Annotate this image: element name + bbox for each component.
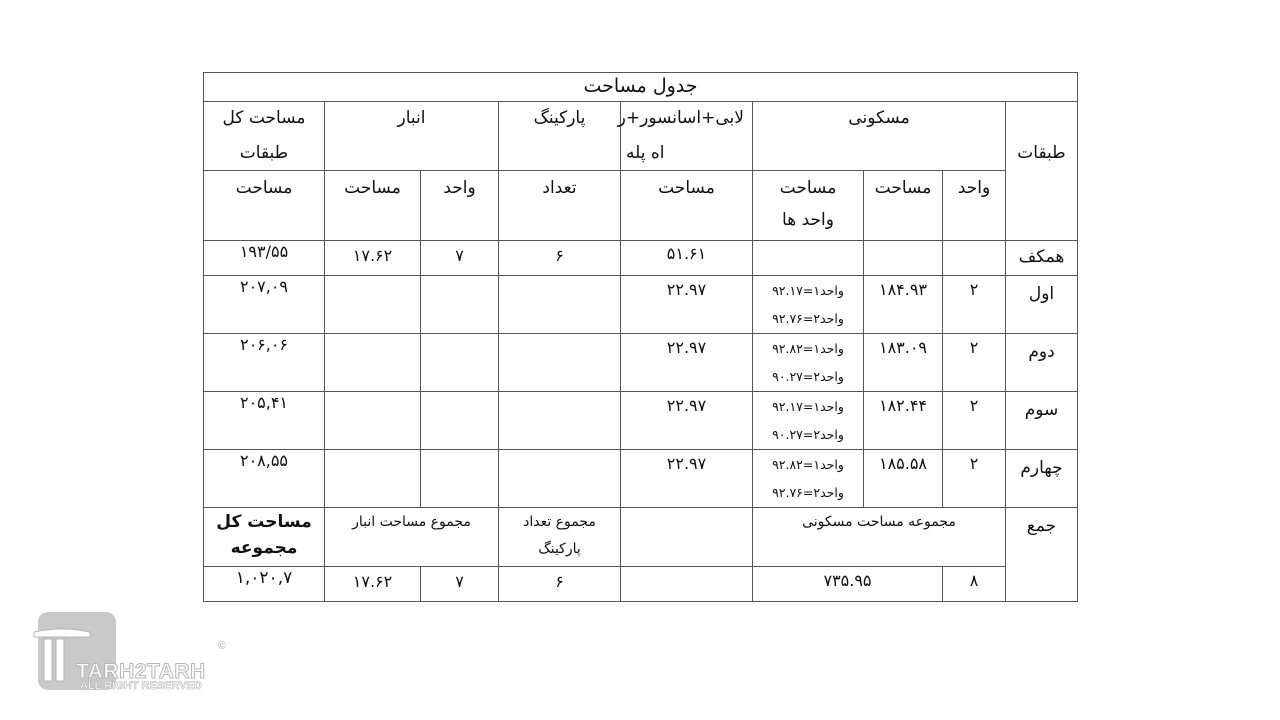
subheader-units-area-line2: واحد ها (782, 210, 834, 230)
row-floor-label: همکف (1018, 247, 1065, 267)
sum-unit-count: ۸ (969, 571, 979, 590)
table-rule (420, 170, 421, 507)
table-rule (203, 449, 1078, 450)
row-unit2-area: واحد۲=۹۲.۷۶ (772, 485, 844, 500)
row-storage-unit: ۷ (455, 246, 464, 265)
row-unit1-area: واحد۱=۹۲.۱۷ (772, 399, 844, 414)
table-rule (203, 101, 1078, 102)
row-unit-count: ۲ (969, 338, 979, 357)
header-storage: انبار (397, 108, 426, 128)
sum-parking-count: ۶ (555, 572, 564, 591)
row-total-area: ۲۰۷,۰۹ (239, 277, 289, 296)
header-total-line1: مساحت کل (222, 108, 306, 128)
row-floor-area: ۱۸۴.۹۳ (878, 280, 928, 299)
sum-storage-area: ۱۷.۶۲ (352, 572, 393, 591)
logo-rights: ALL RIGHT RESERVED (80, 680, 202, 692)
row-parking-count: ۶ (555, 246, 564, 265)
row-total-area: ۱۹۳/۵۵ (239, 242, 289, 261)
sum-parking-label-line2: پارکینگ (538, 541, 581, 557)
row-lobby-area: ۵۱.۶۱ (666, 244, 707, 263)
row-floor-label: اول (1028, 284, 1055, 304)
subheader-area: مساحت (874, 178, 932, 198)
table-rule (203, 333, 1078, 334)
table-border-top (203, 72, 1078, 73)
subheader-total-area: مساحت (235, 178, 293, 198)
sum-label: جمع (1026, 516, 1057, 536)
row-total-area: ۲۰۸,۵۵ (239, 451, 289, 470)
row-unit2-area: واحد۲=۹۰.۲۷ (772, 427, 844, 442)
subheader-unit: واحد (957, 178, 991, 198)
table-border-bottom (203, 601, 1078, 602)
row-unit1-area: واحد۱=۹۲.۸۲ (772, 341, 844, 356)
row-floor-label: چهارم (1020, 458, 1063, 478)
row-floor-area: ۱۸۲.۴۴ (878, 396, 928, 415)
row-unit1-area: واحد۱=۹۲.۸۲ (772, 457, 844, 472)
subheader-storage-unit: واحد (443, 178, 476, 198)
sum-residential-area: ۷۳۵.۹۵ (823, 571, 872, 590)
row-unit-count: ۲ (969, 280, 979, 299)
row-total-area: ۲۰۶,۰۶ (239, 335, 289, 354)
logo-brand: TARH2TARH (76, 660, 206, 683)
table-rule (203, 240, 1078, 241)
sum-residential-label: مجموعه مساحت مسکونی (802, 514, 956, 530)
sum-total-label-line1: مساحت کل (216, 512, 312, 532)
table-rule (203, 391, 1078, 392)
table-rule (203, 507, 1078, 508)
header-residential: مسکونی (848, 108, 910, 128)
row-floor-area: ۱۸۳.۰۹ (878, 338, 928, 357)
subheader-units-area-line1: مساحت (779, 178, 837, 198)
row-storage-area: ۱۷.۶۲ (352, 246, 393, 265)
row-lobby-area: ۲۲.۹۷ (666, 396, 707, 415)
sum-total-label-line2: مجموعه (230, 538, 298, 558)
row-lobby-area: ۲۲.۹۷ (666, 280, 707, 299)
sum-storage-unit: ۷ (455, 572, 464, 591)
row-unit-count: ۲ (969, 454, 979, 473)
row-floor-area: ۱۸۵.۵۸ (878, 454, 928, 473)
sum-parking-label-line1: مجموع تعداد (523, 514, 596, 530)
table-title: جدول مساحت (583, 75, 698, 97)
sum-storage-label: مجموع مساحت انبار (352, 514, 471, 530)
header-lobby-line1: لابی+اسانسور+ر (617, 108, 744, 128)
row-total-area: ۲۰۵,۴۱ (239, 393, 289, 412)
header-lobby-line2: اه پله (626, 143, 665, 163)
subheader-parking-count: تعداد (542, 178, 577, 198)
header-parking: پارکینگ (533, 108, 586, 128)
subheader-lobby-area: مساحت (658, 178, 715, 198)
row-lobby-area: ۲۲.۹۷ (666, 338, 707, 357)
table-rule (203, 275, 1078, 276)
header-floors: طبقات (1017, 143, 1066, 163)
sum-total-area: ۱,۰۲۰,۷ (235, 568, 293, 588)
row-unit-count: ۲ (969, 396, 979, 415)
copyright-symbol: © (218, 640, 227, 652)
table-border-right (1077, 72, 1078, 602)
header-total-line2: طبقات (239, 143, 289, 163)
row-unit2-area: واحد۲=۹۰.۲۷ (772, 369, 844, 384)
row-lobby-area: ۲۲.۹۷ (666, 454, 707, 473)
watermark-logo (30, 608, 235, 698)
subheader-storage-area: مساحت (344, 178, 401, 198)
row-floor-label: دوم (1028, 342, 1055, 362)
row-floor-label: سوم (1024, 400, 1059, 420)
row-unit1-area: واحد۱=۹۲.۱۷ (772, 283, 844, 298)
row-unit2-area: واحد۲=۹۲.۷۶ (772, 311, 844, 326)
